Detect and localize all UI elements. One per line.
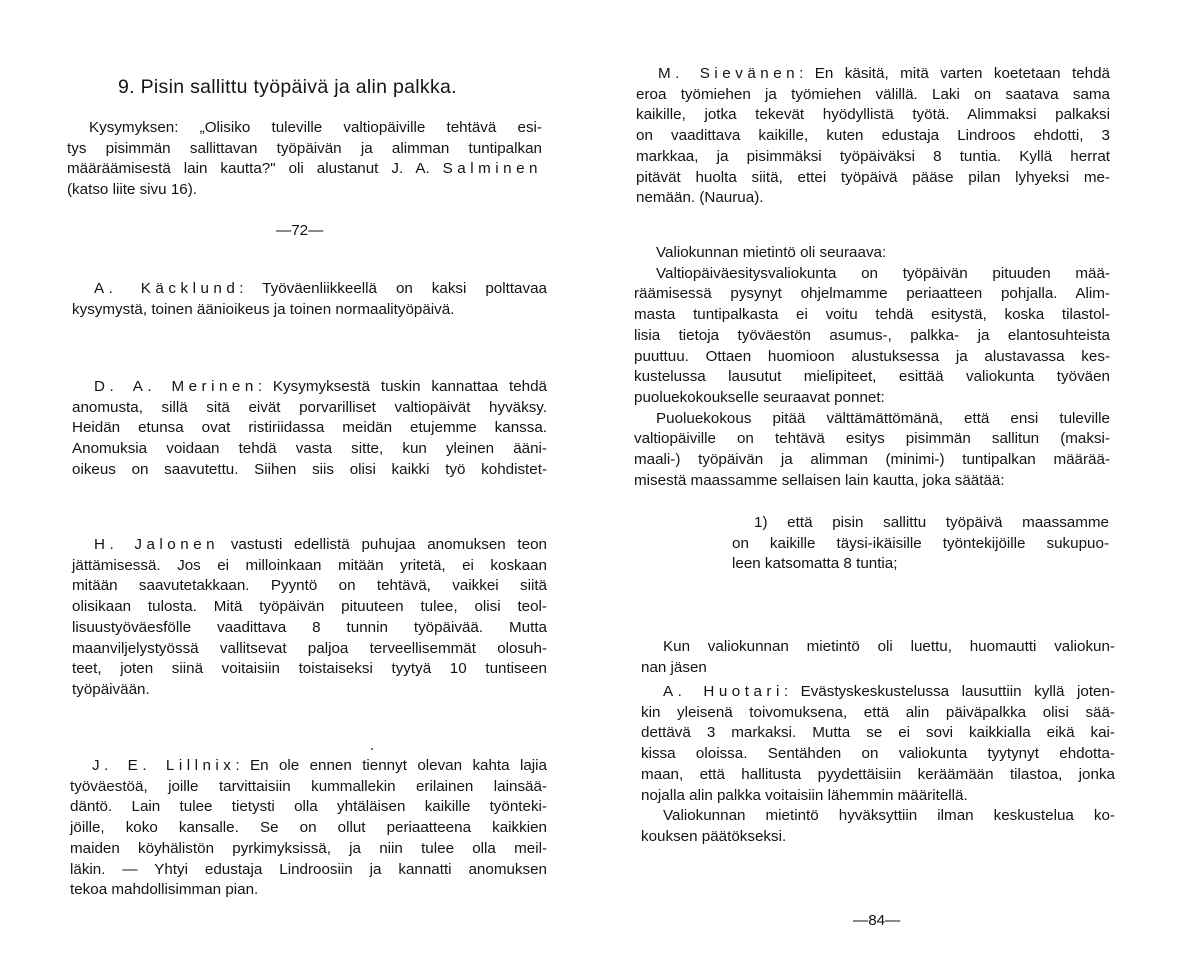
speech-merinen: [72, 377, 547, 481]
speaker-name: Salminen: [442, 160, 542, 178]
text-line: eroa työmiehen ja työmiehen välillä. Laki on saatava sama: [636, 85, 1110, 103]
text-line: valtiopäiville on tehtävä esitys pisimmän sallitun (maksi-: [634, 430, 1110, 448]
page-marker: —84—: [853, 912, 901, 929]
text-line: D. A. Merinen: Kysymyksestä tuskin kannattaa tehdä: [94, 378, 547, 395]
text-line: leen katsomatta 8 tuntia;: [732, 555, 898, 573]
text-line: puoluekokoukselle seuraavat ponnet:: [634, 388, 885, 406]
speaker-name: A. Käcklund: [94, 280, 240, 297]
speaker-name: H. Jalonen: [94, 536, 220, 553]
text-line: kaikille, jotka tekevät hyödyllistä työtä. Alimmaksi palkaksi: [636, 106, 1110, 124]
text-line: on vaadittava kaikille, kuten edustaja Lindroos ehdotti, 3: [636, 127, 1110, 145]
text-line: tys pisimmän sallittavan työpäivän ja alimman tuntipalkan: [67, 139, 542, 157]
text-line: kissa oloissa. Sentähden on valiokunta tyytynyt ehdotta-: [641, 745, 1115, 763]
stray-mark: [371, 748, 373, 750]
text-line: 1) että pisin sallittu työpäivä maassamme: [754, 514, 1109, 531]
text-line: (katso liite sivu 16).: [67, 181, 197, 199]
speech-lillnix: [70, 756, 547, 901]
text-line: lisuustyöväesfölle vaadittava 8 tunnin työpäivää. Mutta: [72, 618, 547, 636]
text-line: jättämisessä. Jos ei milloinkaan mitään yritetä, ei koskaan: [72, 556, 547, 574]
text-line: Kun valiokunnan mietintö oli luettu, huomautti valiokun-: [663, 638, 1115, 655]
text-line: olisikaan tulosta. Mitä työpäivän pituuteen tulee, olisi teol-: [72, 598, 547, 616]
text-line: nan jäsen: [641, 658, 707, 676]
text-line: kustelussa lausutut mielipiteet, esittää valiokunta työväen: [634, 368, 1110, 386]
text-line: A. Huotari: Evästyskeskustelussa lausuttiin kyllä joten-: [663, 683, 1115, 700]
text-line: misestä maassamme sellaisen lain kautta, joka säätää:: [634, 471, 1005, 489]
text-line: Kysymyksen: „Olisiko tuleville valtiopäiville tehtävä esi-: [89, 119, 542, 136]
text-line: työväestöä, joille tarvittaisiin kummallekin erilainen lainsää-: [70, 777, 547, 795]
text-line: kouksen päätökseksi.: [641, 827, 787, 845]
text-line: Anomuksia voidaan tehdä vasta sitte, kun yleinen ääni-: [72, 440, 547, 458]
text-line: tekoa mahdollisimman pian.: [70, 881, 259, 899]
approval-paragraph: [641, 806, 1115, 847]
text-line: markkaa, ja pisimmäksi työpäiväksi 8 tuntia. Kyllä herrat: [636, 147, 1110, 165]
after-reading-paragraph: [641, 637, 1115, 678]
text-line: läkin. — Yhtyi edustaja Lindroosiin ja kannatti anomuksen: [70, 860, 547, 878]
speech-huotari: [641, 682, 1115, 806]
text-line: oikeus on saavutettu. Siihen siis olisi kaikki työ kohdistet-: [72, 460, 547, 478]
text-line: lisia tietoja työväestön asumus-, palkka- ja elantosuhteista: [634, 326, 1110, 344]
text-line: jöille, koko kansalle. Se on ollut periaatteena kaikkien: [70, 819, 547, 837]
text-line: määräämisestä lain kautta?" oli alustanut J. A. Salminen: [67, 160, 542, 178]
text-line: dettävä 3 markaksi. Mutta se ei sovi kaikkialla eikä kai-: [641, 724, 1115, 742]
text-line: Valtiopäiväesitysvaliokunta on työpäivän pituuden mää-: [656, 264, 1110, 282]
text-line: däntö. Lain tulee tietysti olla yhtäläisen kaikille työnteki-: [70, 798, 547, 816]
text-line: maiden köyhälistön pyrkimyksissä, ja niin tulee olla meil-: [70, 839, 547, 857]
page-marker: —72—: [276, 222, 324, 239]
text-line: maanviljelystyössä vallitsevat paljoa terveellisemmät olosuh-: [72, 639, 547, 657]
speaker-name: D. A. Merinen: [94, 378, 258, 395]
text-line: H. Jalonen vastusti edellistä puhujaa anomuksen teon: [94, 536, 547, 553]
text-line: A. Käcklund: Työväenliikkeellä on kaksi polttavaa: [94, 280, 547, 297]
text-line: Puoluekokous pitää välttämättömänä, että ensi tuleville: [656, 409, 1110, 427]
text-line: teet, joten siinä voitaisiin toistaiseksi tyytyä 10 tuntiseen: [72, 660, 547, 678]
speech-sievanen: [636, 64, 1110, 209]
text-line: räämisessä pysynyt ohjelmamme periaatteen pohjalla. Alim-: [634, 285, 1110, 303]
text-line: maali-) työpäivän ja alimman (minimi-) tuntipalkan määrää-: [634, 451, 1110, 469]
committee-report: [634, 243, 1110, 491]
speaker-name: J. E. Lillnix: [92, 757, 236, 774]
speech-jalonen: [72, 535, 547, 701]
text-line: puuttuu. Ottaen huomioon alustuksessa ja alustavassa kes-: [634, 347, 1110, 365]
proposal-item-1: [732, 513, 1109, 575]
text-line: maan, että hallitusta pyydettäisiin keräämään tilastoa, jonka: [641, 765, 1115, 783]
speech-kacklund: [72, 279, 547, 320]
text-line: on kaikille täysi-ikäisille työntekijöille sukupuo-: [732, 534, 1109, 552]
speaker-name: M. Sievänen: [658, 65, 800, 82]
text-line: J. E. Lillnix: En ole ennen tiennyt olevan kahta lajia: [92, 757, 547, 774]
text-line: nemään. (Naurua).: [636, 189, 764, 207]
text-line: nojalla alin palkka voitaisiin lähemmin määritellä.: [641, 786, 968, 804]
text-line: kysymystä, toinen äänioikeus ja toinen normaalityöpäivä.: [72, 300, 455, 318]
text-line: mitään saavutetakkaan. Pyyntö on tehtävä, vaikkei siitä: [72, 577, 547, 595]
text-line: M. Sievänen: En käsitä, mitä varten koetetaan tehdä: [658, 65, 1111, 82]
speaker-name: A. Huotari: [663, 683, 784, 700]
text-line: masta tuntipalkasta ei voitu tehdä esitystä, koska tilastol-: [634, 306, 1110, 324]
text-line: Heidän etunsa ovat ristiriidassa meidän etujemme kanssa.: [72, 419, 547, 437]
section-title: 9. Pisin sallittu työpäivä ja alin palkka.: [118, 76, 457, 98]
intro-paragraph: [67, 118, 542, 201]
committee-heading: Valiokunnan mietintö oli seuraava:: [656, 244, 887, 261]
text-line: työpäivään.: [72, 680, 150, 698]
text-line: Valiokunnan mietintö hyväksyttiin ilman keskustelua ko-: [663, 807, 1115, 824]
text-line: pitävät huolta siitä, ettei työpäivä pääse pilan lyhyeksi me-: [636, 168, 1110, 186]
right-page: [600, 0, 1200, 979]
text-line: kin yleisenä toivomuksena, että alin päiväpalkka olisi sää-: [641, 703, 1115, 721]
text-line: anomusta, sillä sitä eivät porvarilliset valtiopäivät hyväksy.: [72, 398, 547, 416]
